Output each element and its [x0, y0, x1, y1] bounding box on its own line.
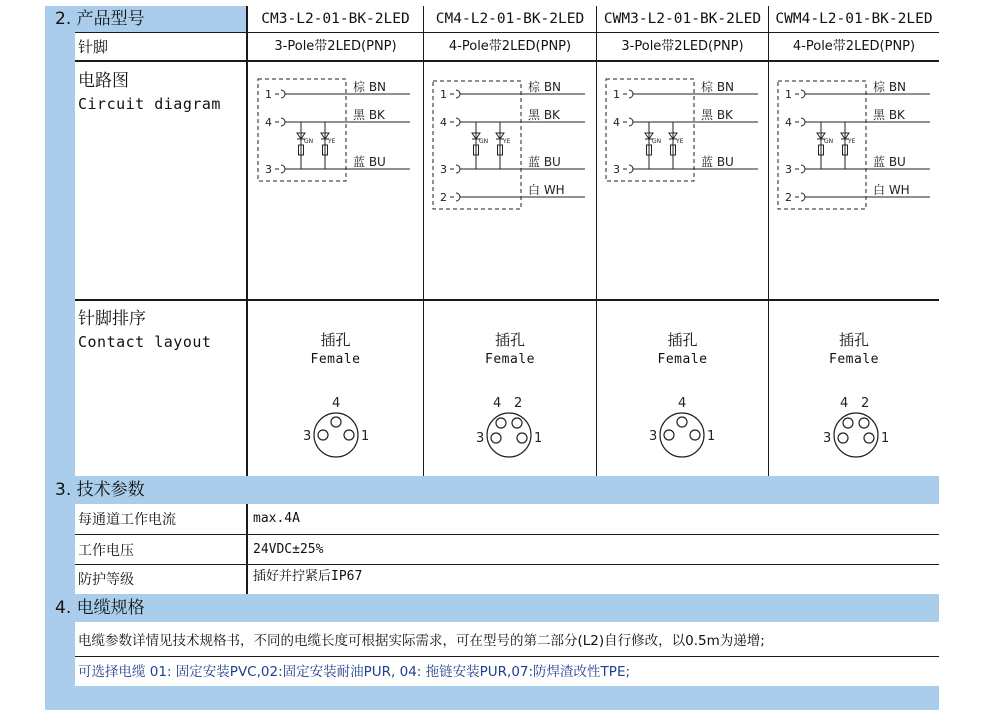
- circuit-pin-label: 3: [265, 163, 272, 176]
- contact-pin-label: 3: [303, 429, 312, 444]
- tech-section-band: [45, 476, 939, 504]
- contact-type-en-2: Female: [485, 352, 535, 367]
- led-label-green: GN: [652, 138, 662, 145]
- circuit-pin-label: 3: [440, 163, 447, 176]
- circuit-pin-label: 1: [613, 88, 620, 101]
- model-name-3: CWM3-L2-01-BK-2LED: [603, 11, 762, 27]
- grid-line: [75, 564, 939, 565]
- wire-black-label: 黑 BK: [873, 108, 905, 122]
- wire-blue-label: 蓝 BU: [873, 155, 906, 169]
- circuit-pin-label: 4: [265, 116, 272, 129]
- wire-white-label: 白 WH: [873, 183, 910, 197]
- circuit-pin-label: 2: [785, 191, 792, 204]
- param-label-protection: 防护等级: [78, 572, 134, 588]
- grid-line: [75, 60, 939, 62]
- contact-pin-label: 4: [332, 396, 341, 411]
- contact-type-en-1: Female: [310, 352, 361, 367]
- grid-line: [75, 299, 939, 301]
- circuit-pin-label: 2: [440, 191, 447, 204]
- grid-line: [75, 32, 939, 33]
- wire-black-label: 黑 BK: [528, 108, 560, 122]
- wire-brown-label: 棕 BN: [353, 80, 387, 94]
- cable-options: 可选择电缆 01: 固定安装PVC,02:固定安装耐油PUR, 04: 拖链安装PUR,07:防焊渣改性TPE;: [78, 664, 631, 680]
- pin-count-1: 3-Pole带2LED(PNP): [274, 39, 397, 54]
- contact-pin-label: 2: [861, 396, 870, 411]
- contact-pin-label: 1: [707, 429, 716, 444]
- contact-pin-label: 1: [881, 431, 890, 446]
- contact-pin-label: 1: [534, 431, 543, 446]
- circuit-pin-label: 1: [440, 88, 447, 101]
- param-value-protection: 插好并拧紧后IP67: [253, 569, 363, 584]
- contact-pin-label: 1: [361, 429, 370, 444]
- led-label-yellow: YE: [676, 138, 684, 145]
- connector-face-1: [298, 392, 378, 462]
- param-label-current: 每通道工作电流: [78, 512, 176, 528]
- contact-pin-label: 4: [840, 396, 849, 411]
- param-value-current: max.4A: [253, 511, 300, 526]
- grid-line: [75, 656, 939, 657]
- param-value-voltage: 24VDC±25%: [253, 542, 324, 557]
- wire-blue-label: 蓝 BU: [528, 155, 561, 169]
- grid-line: [75, 534, 939, 535]
- tech-section-title: 3. 技术参数: [55, 480, 145, 500]
- led-label-yellow: YE: [503, 138, 511, 145]
- circuit-label-en: Circuit diagram: [78, 95, 221, 113]
- model-name-1: CM3-L2-01-BK-2LED: [261, 11, 410, 27]
- circuit-diagram-2: [430, 75, 595, 215]
- circuit-pin-label: 4: [613, 116, 620, 129]
- left-margin-band-params: [45, 504, 75, 594]
- pin-count-4: 4-Pole带2LED(PNP): [792, 39, 916, 54]
- contact-type-cn-2: 插孔: [494, 331, 525, 349]
- contact-type-cn-1: 插孔: [320, 331, 351, 349]
- connector-face-3: [644, 392, 724, 462]
- circuit-pin-label: 3: [785, 163, 792, 176]
- circuit-pin-label: 4: [440, 116, 447, 129]
- circuit-diagram-4: [775, 75, 939, 215]
- circuit-pin-label: 4: [785, 116, 792, 129]
- pin-count-3: 3-Pole带2LED(PNP): [621, 39, 744, 54]
- led-label-yellow: YE: [328, 138, 336, 145]
- contact-pin-label: 3: [649, 429, 658, 444]
- contact-label-cn: 针脚排序: [78, 309, 146, 329]
- wire-brown-label: 棕 BN: [873, 80, 907, 94]
- connector-face-2: [471, 392, 551, 462]
- contact-type-en-4: Female: [829, 352, 879, 367]
- circuit-diagram-1: [255, 75, 420, 185]
- pin-count-2: 4-Pole带2LED(PNP): [448, 39, 572, 54]
- left-margin-band: [45, 32, 75, 476]
- param-label-voltage: 工作电压: [78, 543, 134, 559]
- contact-type-cn-4: 插孔: [838, 331, 869, 349]
- contact-pin-label: 3: [476, 431, 485, 446]
- pins-label: 针脚: [78, 38, 109, 56]
- led-label-green: GN: [304, 138, 314, 145]
- contact-type-cn-3: 插孔: [667, 331, 698, 349]
- contact-pin-label: 4: [678, 396, 687, 411]
- grid-line: [246, 6, 248, 476]
- wire-blue-label: 蓝 BU: [701, 155, 734, 169]
- wire-blue-label: 蓝 BU: [353, 155, 386, 169]
- connector-face-4: [818, 392, 898, 462]
- wire-black-label: 黑 BK: [701, 108, 733, 122]
- product-section-title: 2. 产品型号: [55, 9, 145, 29]
- left-margin-band-cable: [45, 622, 75, 686]
- circuit-label-cn: 电路图: [78, 71, 129, 91]
- wire-brown-label: 棕 BN: [528, 80, 562, 94]
- grid-line: [596, 6, 597, 476]
- contact-pin-label: 2: [514, 396, 523, 411]
- wire-brown-label: 棕 BN: [701, 80, 735, 94]
- grid-line: [246, 504, 248, 594]
- contact-pin-label: 3: [823, 431, 832, 446]
- circuit-pin-label: 3: [613, 163, 620, 176]
- grid-line: [768, 6, 769, 476]
- circuit-diagram-3: [603, 75, 768, 185]
- led-label-green: GN: [479, 138, 489, 145]
- grid-line: [423, 6, 424, 476]
- contact-type-en-3: Female: [657, 352, 708, 367]
- wire-black-label: 黑 BK: [353, 108, 385, 122]
- bottom-band: [45, 686, 939, 710]
- cable-note: 电缆参数详情见技术规格书，不同的电缆长度可根据实际需求，可在型号的第二部分(L2)自行修改，以0.5m为递增;: [78, 633, 765, 649]
- cable-section-title: 4. 电缆规格: [55, 598, 145, 618]
- circuit-pin-label: 1: [265, 88, 272, 101]
- circuit-pin-label: 1: [785, 88, 792, 101]
- led-label-yellow: YE: [848, 138, 856, 145]
- model-name-2: CM4-L2-01-BK-2LED: [435, 11, 585, 27]
- cable-section-band: [45, 594, 939, 622]
- contact-label-en: Contact layout: [78, 333, 212, 351]
- wire-white-label: 白 WH: [528, 183, 565, 197]
- led-label-green: GN: [824, 138, 834, 145]
- contact-pin-label: 4: [493, 396, 502, 411]
- model-name-4: CWM4-L2-01-BK-2LED: [775, 11, 933, 27]
